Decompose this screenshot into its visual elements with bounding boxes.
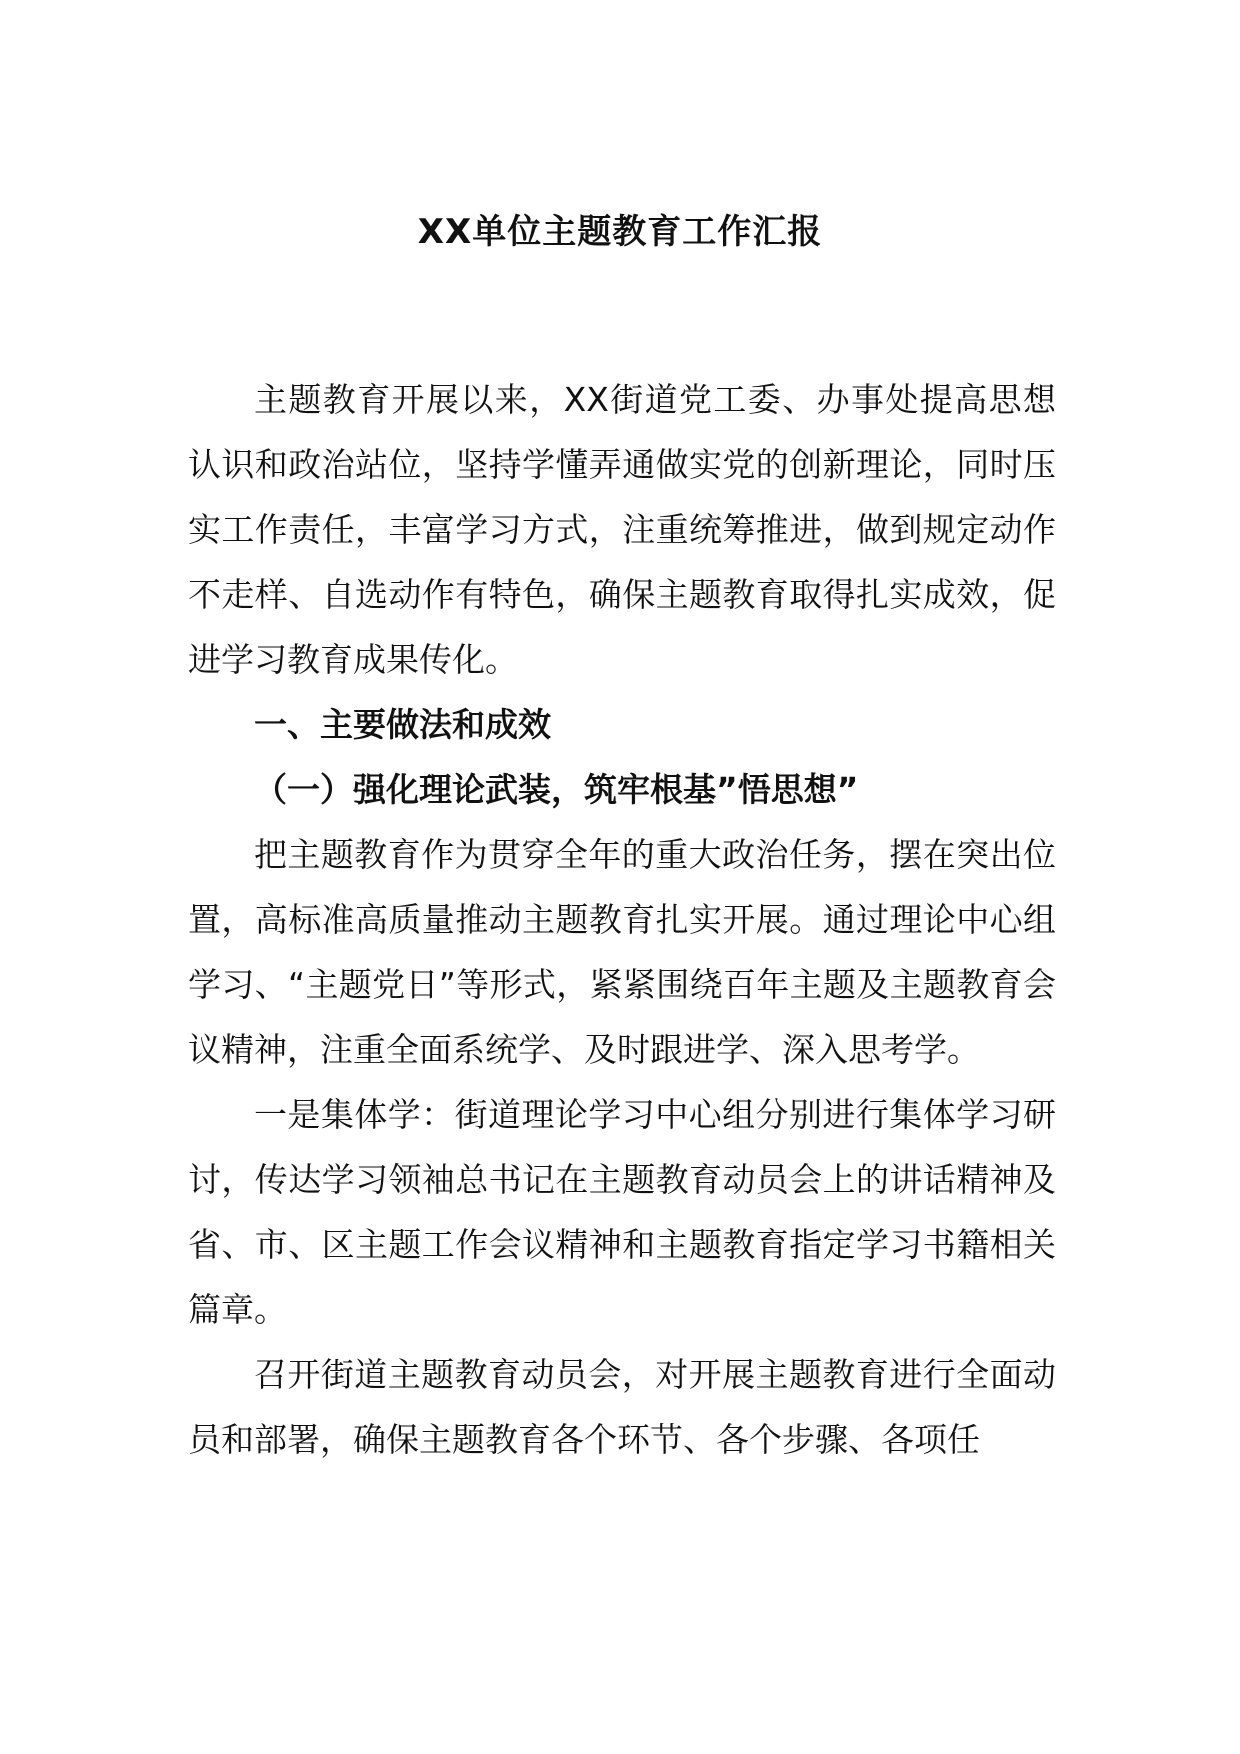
subsection-heading: （一）强化理论武装，筑牢根基”悟思想”: [254, 770, 859, 809]
body-paragraph-1: 把主题教育作为贯穿全年的重大政治任务，摆在突出位置，高标准高质量推动主题教育扎实开展。通过理论中心组学习、“主题党日”等形式，紧紧围绕百年主题及主题教育会议精神，注重全面系统学、及时跟进学、深入思考学。: [188, 835, 1056, 1069]
document-title: XX单位主题教育工作汇报: [417, 212, 823, 252]
section-heading: 一、主要做法和成效: [254, 705, 551, 744]
document-body: [188, 367, 1056, 1472]
body-paragraph-3: 召开街道主题教育动员会，对开展主题教育进行全面动员和部署，确保主题教育各个环节、各个步骤、各项任: [188, 1355, 1056, 1459]
body-paragraph-2: 一是集体学：街道理论学习中心组分别进行集体学习研讨，传达学习领袖总书记在主题教育动员会上的讲话精神及省、市、区主题工作会议精神和主题教育指定学习书籍相关篇章。: [188, 1095, 1056, 1329]
intro-paragraph: 主题教育开展以来，XX街道党工委、办事处提高思想认识和政治站位，坚持学懂弄通做实党的创新理论，同时压实工作责任，丰富学习方式，注重统筹推进，做到规定动作不走样、自选动作有特色，确保主题教育取得扎实成效，促进学习教育成果传化。: [188, 380, 1056, 679]
